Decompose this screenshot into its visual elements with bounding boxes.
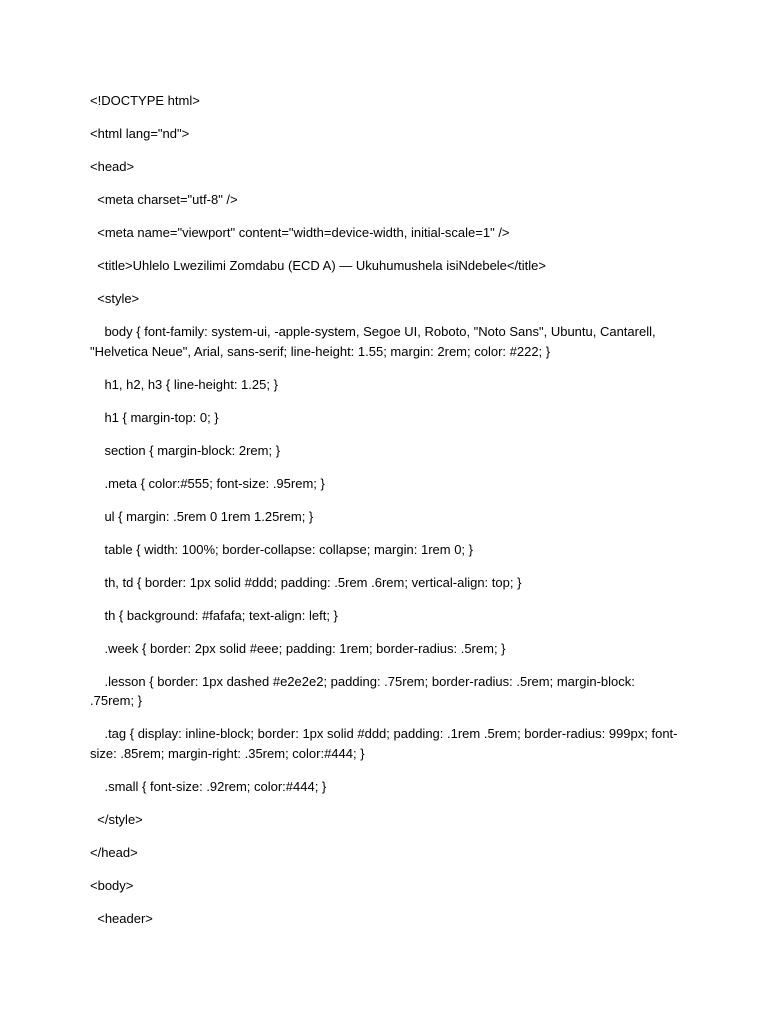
code-line: <meta name="viewport" content="width=device-width, initial-scale=1" />: [90, 224, 510, 240]
code-line: .week { border: 2px solid #eee; padding: 1rem; border-radius: .5rem; }: [90, 640, 506, 656]
code-line: .small { font-size: .92rem; color:#444; }: [90, 779, 327, 795]
code-line: <head>: [90, 158, 135, 174]
code-line: <body>: [90, 878, 134, 894]
code-line: <html lang="nd">: [90, 125, 190, 141]
code-line: h1, h2, h3 { line-height: 1.25; }: [90, 376, 278, 392]
code-line: <!DOCTYPE html>: [90, 93, 200, 108]
code-line: .meta { color:#555; font-size: .95rem; }: [90, 475, 325, 491]
code-line: h1 { margin-top: 0; }: [90, 409, 219, 425]
code-text-block: [90, 91, 680, 942]
code-line: body { font-family: system-ui, -apple-system, Segoe UI, Roboto, "Noto Sans", Ubuntu, Cantarell, "Helvetica Neue", Arial, sans-serif; line-height: 1.55; margin: 2rem; color: #222; }: [90, 323, 660, 359]
code-line: <title>Uhlelo Lwezilimi Zomdabu (ECD A) — Ukuhumushela isiNdebele</title>: [90, 257, 546, 273]
code-line: th, td { border: 1px solid #ddd; padding: .5rem .6rem; vertical-align: top; }: [90, 574, 522, 590]
code-line: th { background: #fafafa; text-align: left; }: [90, 607, 338, 623]
code-line: section { margin-block: 2rem; }: [90, 442, 281, 458]
code-line: table { width: 100%; border-collapse: collapse; margin: 1rem 0; }: [90, 541, 473, 557]
code-line: </head>: [90, 845, 138, 861]
code-line: .lesson { border: 1px dashed #e2e2e2; padding: .75rem; border-radius: .5rem; margin-block: .75rem; }: [90, 673, 639, 709]
code-line: ul { margin: .5rem 0 1rem 1.25rem; }: [90, 508, 314, 524]
code-line: <meta charset="utf-8" />: [90, 191, 238, 207]
code-line: .tag { display: inline-block; border: 1px solid #ddd; padding: .1rem .5rem; border-radius: 999px; font-size: .85rem; margin-right: .35rem; color:#444; }: [90, 726, 678, 762]
code-line: <header>: [90, 911, 153, 927]
code-line: <style>: [90, 290, 140, 306]
code-line: </style>: [90, 812, 143, 828]
